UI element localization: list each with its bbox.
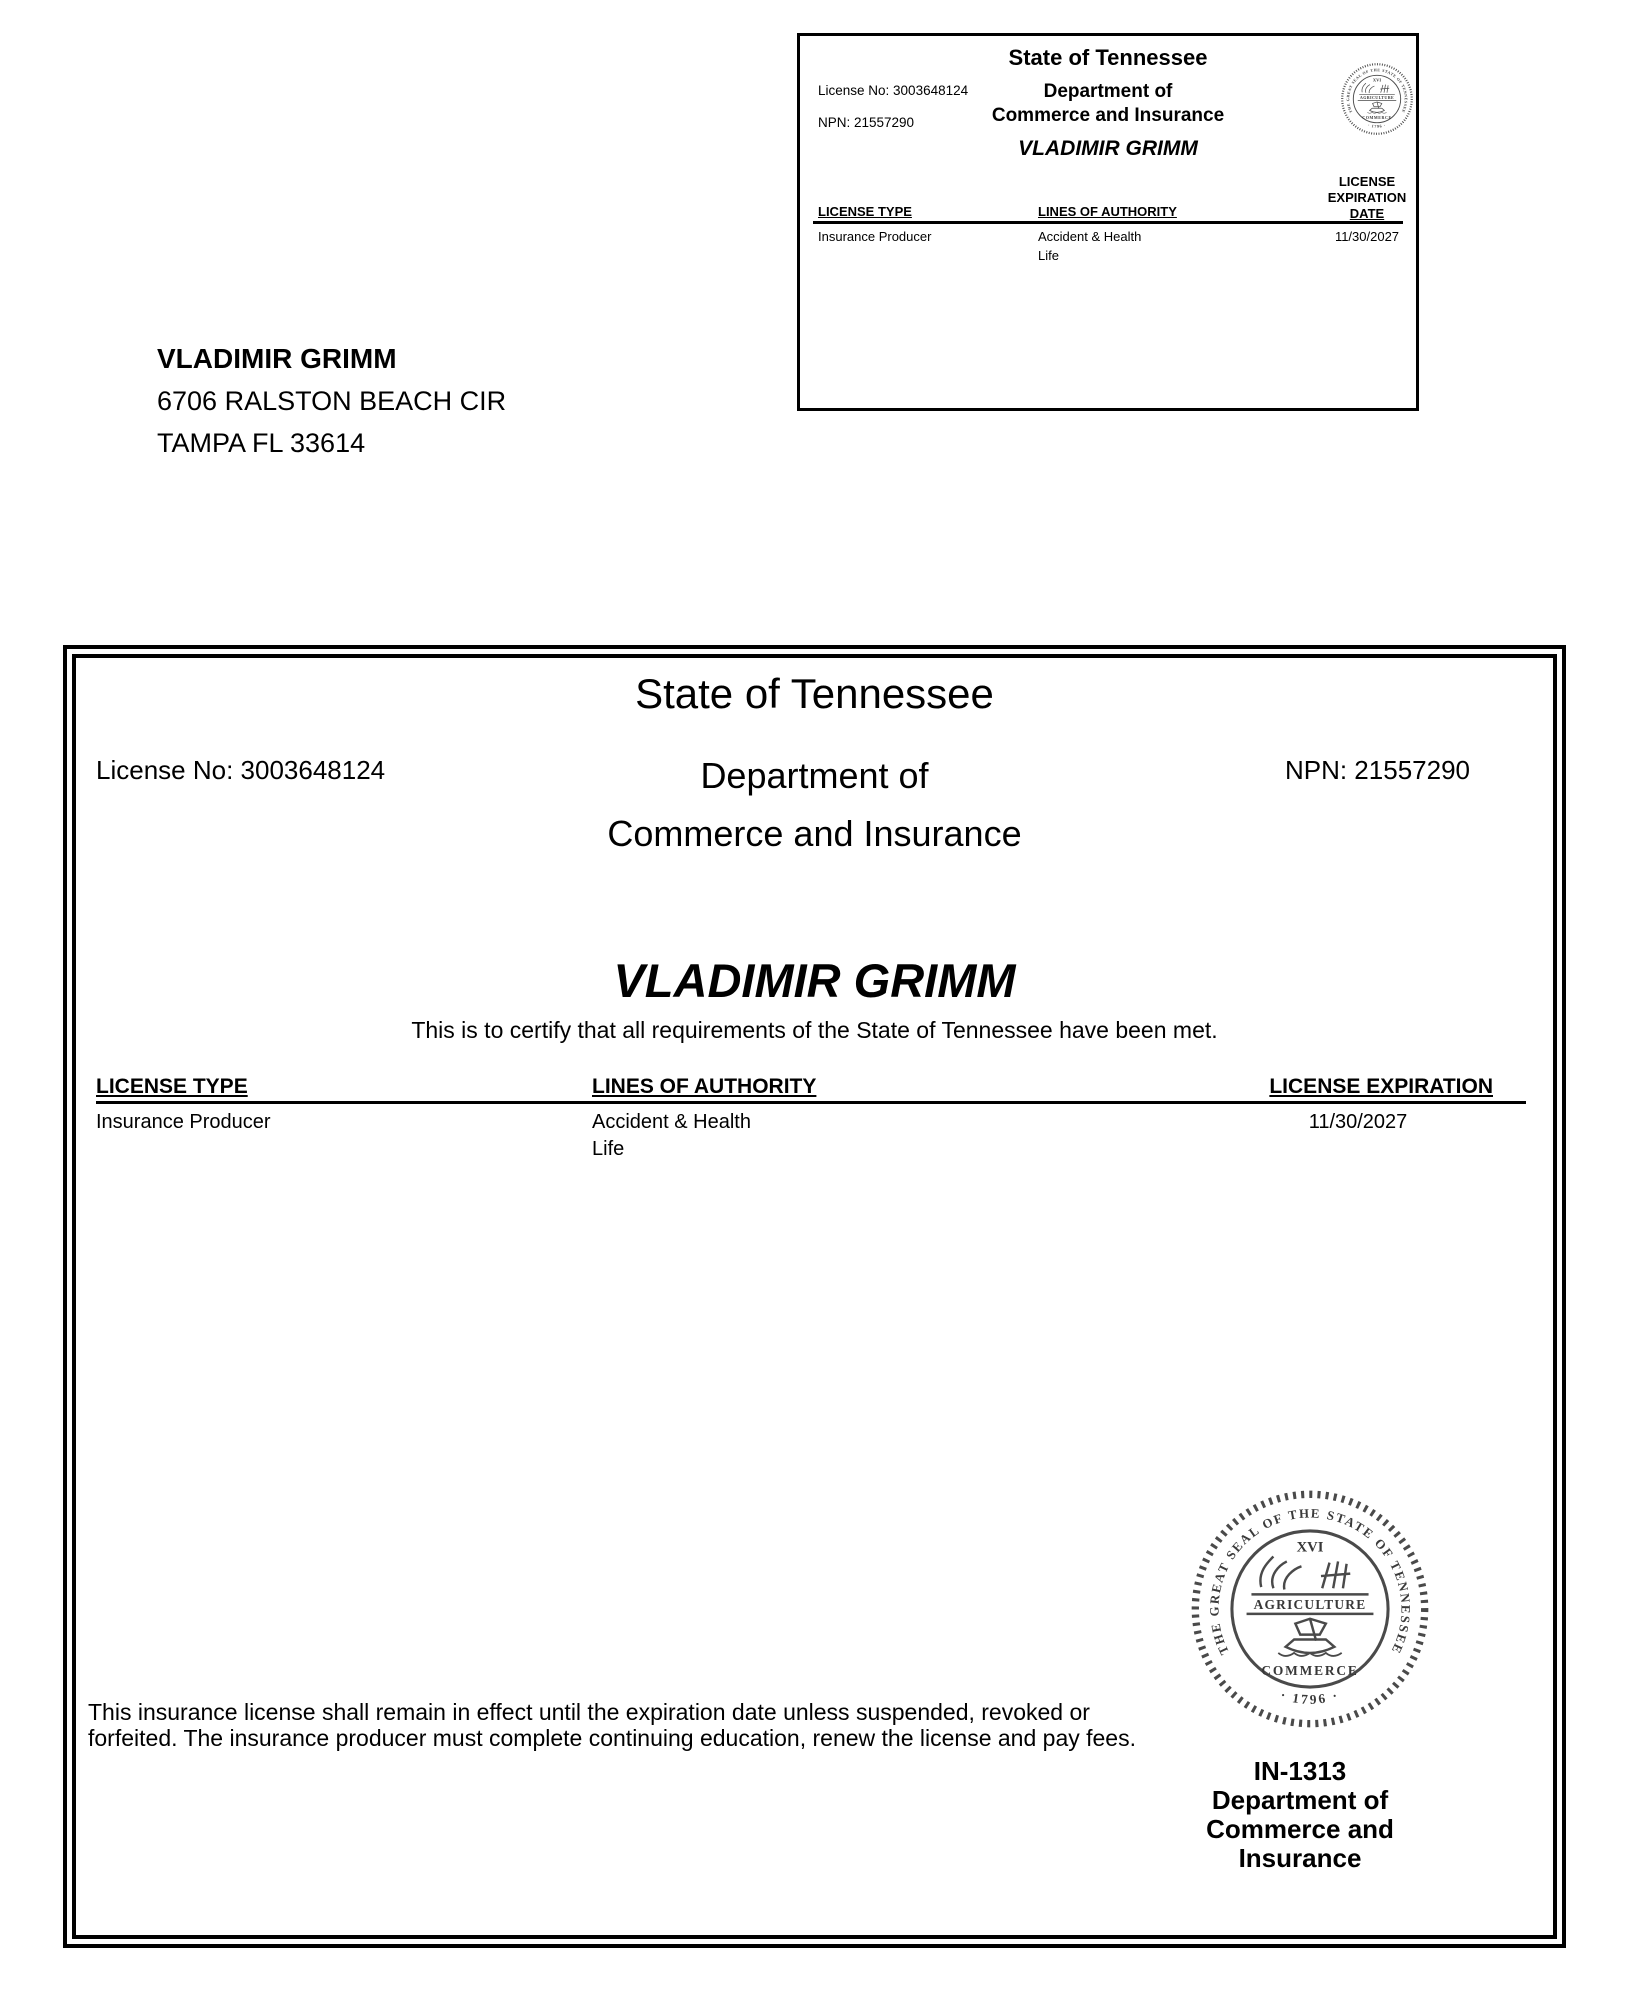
certificate-holder-name: VLADIMIR GRIMM: [613, 954, 1016, 1007]
tennessee-state-seal-svg: [1188, 1487, 1432, 1731]
card-title: State of Tennessee: [1008, 45, 1208, 70]
seal-commerce-label: COMMERCE: [1362, 114, 1392, 120]
cert-col3-header: LICENSE EXPIRATION: [1269, 1075, 1493, 1098]
seal-agriculture-label: AGRICULTURE: [1253, 1597, 1367, 1612]
certificate-dept-line2: Commerce and Insurance: [607, 813, 1022, 854]
card-license-number: License No: 3003648124: [818, 83, 969, 98]
address-name: VLADIMIR GRIMM: [157, 343, 397, 374]
cert-table-rule: [96, 1101, 1526, 1104]
card-row-authority-line2: Life: [1038, 248, 1059, 263]
seal-year-text: · 1796 ·: [1367, 122, 1387, 129]
certificate-license-number: License No: 3003648124: [96, 755, 386, 785]
card-col3-header: [1287, 174, 1447, 222]
certificate-form-number: IN-1313: [1253, 1756, 1347, 1786]
card-row-license-type: Insurance Producer: [818, 229, 932, 244]
svg-text:· 1796 ·: [1367, 122, 1386, 128]
seal-numeral: XVI: [1372, 77, 1382, 83]
card-department-lines: [800, 77, 1416, 128]
certificate-footer-block: [1150, 1757, 1450, 1873]
seal-agriculture-label: AGRICULTURE: [1359, 95, 1395, 100]
certificate-certify-text: This is to certify that all requirements of the State of Tennessee have been met.: [411, 1017, 1218, 1043]
card-dept-line1: Department of: [1043, 81, 1173, 102]
certificate-disclaimer: [88, 1699, 1136, 1751]
card-col3-header-line2: EXPIRATION: [1327, 190, 1407, 205]
seal-ring-text: THE GREAT SEAL OF THE STATE OF TENNESSEE: [1346, 68, 1408, 114]
certificate-title: State of Tennessee: [635, 670, 994, 717]
card-npn-number: NPN: 21557290: [818, 115, 915, 130]
card-col3-header-line1: LICENSE: [1338, 174, 1396, 189]
mailing-address-block: [157, 338, 506, 464]
certificate-footer-dept-line1: Department of: [1211, 1785, 1389, 1815]
license-certificate: [63, 645, 1566, 1948]
seal-ring-text: THE GREAT SEAL OF THE STATE OF TENNESSEE: [1207, 1506, 1413, 1657]
cert-row-license-type: Insurance Producer: [96, 1111, 271, 1133]
certificate-dept-line1: Department of: [700, 755, 929, 796]
card-col3-header-line3: DATE: [1349, 206, 1385, 221]
seal-year-text: · 1796 ·: [1278, 1687, 1342, 1707]
seal-commerce-label: COMMERCE: [1261, 1662, 1359, 1678]
cert-row-expiration-date: 11/30/2027: [1308, 1111, 1408, 1133]
address-city-state-zip: TAMPA FL 33614: [157, 428, 366, 458]
card-table-rule: [813, 221, 1403, 224]
cert-col1-header: LICENSE TYPE: [96, 1075, 248, 1098]
certificate-footer-dept-line2: Commerce and Insurance: [1206, 1814, 1394, 1873]
tennessee-state-seal-svg: [1340, 62, 1414, 136]
card-row-authority-line1: Accident & Health: [1038, 229, 1142, 244]
card-holder-name: VLADIMIR GRIMM: [1018, 137, 1198, 160]
svg-text:· 1796 ·: [1279, 1687, 1342, 1707]
card-dept-line2: Commerce and Insurance: [991, 105, 1225, 126]
disclaimer-line1: This insurance license shall remain in effect until the expiration date unless suspended, revoked or: [88, 1699, 1090, 1725]
card-col1-header: LICENSE TYPE: [818, 204, 912, 219]
cert-row-authority-line1: Accident & Health: [592, 1111, 751, 1133]
card-col2-header: LINES OF AUTHORITY: [1038, 204, 1177, 219]
tennessee-state-seal-icon: [1340, 62, 1414, 136]
cert-col2-header: LINES OF AUTHORITY: [592, 1075, 817, 1098]
tennessee-state-seal-icon: [1188, 1487, 1432, 1731]
wallet-license-card: [797, 33, 1419, 411]
certificate-npn-number: NPN: 21557290: [1284, 755, 1470, 785]
disclaimer-line2: forfeited. The insurance producer must complete continuing education, renew the license and pay fees.: [88, 1725, 1136, 1751]
seal-numeral: XVI: [1296, 1539, 1324, 1556]
card-row-expiration-date: 11/30/2027: [1334, 229, 1400, 244]
cert-row-authority-line2: Life: [592, 1138, 625, 1160]
address-street: 6706 RALSTON BEACH CIR: [157, 386, 507, 416]
